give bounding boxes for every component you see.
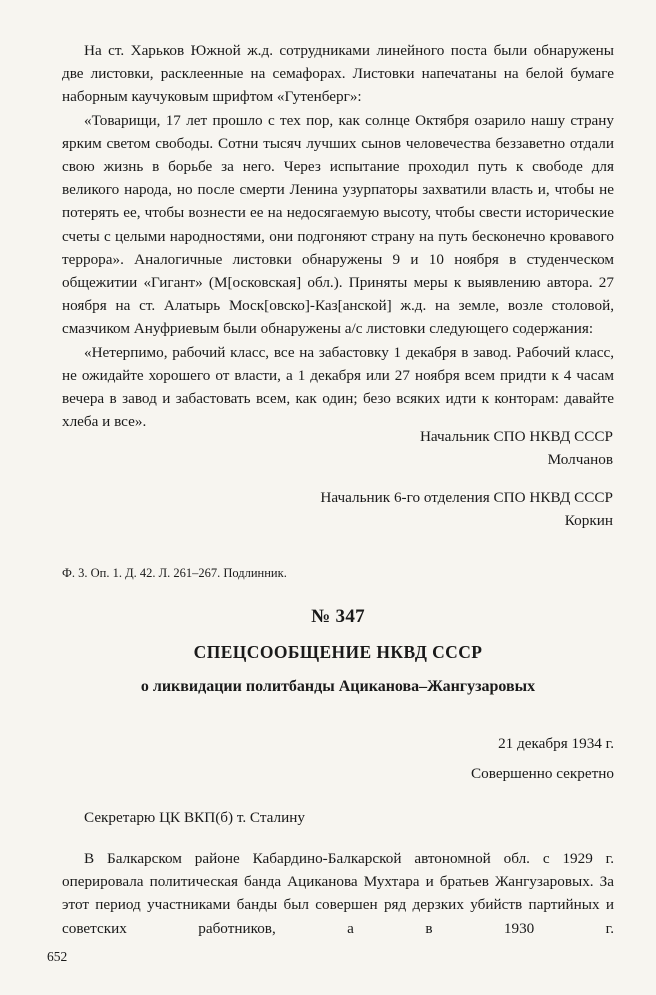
- document-subtitle-block: [62, 678, 614, 696]
- paragraph-strike-leaflet: «Нетерпимо, рабочий класс, все на забастовку 1 декабря в завод. Рабочий класс, не ожидайте хорошего от власти, а 1 декабря или 27 ноября всем придти к 4 часам вечера в завод и забастовать всем, как один; безо всяких идти к конторам: давайте хлеба и все».: [62, 343, 614, 431]
- document-body: [62, 847, 614, 940]
- report-continuation: [62, 39, 614, 433]
- paragraph-leaflets-kharkov: На ст. Харьков Южной ж.д. сотрудниками линейного поста были обнаружены две листовки, расклеенные на семафорах. Листовки напечатаны на белой бумаге наборным каучуковым шрифтом «Гутенберг»:: [62, 42, 614, 106]
- paragraph-leaflet-text: «Товарищи, 17 лет прошло с тех пор, как солнце Октября озарило нашу страну ярким светом свободы. Сотни тысяч лучших сынов человечества беззаветно отдали свою жизнь в борьбе за него. Через испытание проходил путь к свободе для великого народа, но после смерти Ленина узурпаторы захватили власть и, чтобы не потерять ее, чтобы вознести ее на недосягаемую высоту, чтобы свести исторические счеты с целыми народностями, они подгоняют страну на путь бесконечно кровавого террора». Аналогичные листовки обнаружены 9 и 10 ноября в студенческом общежитии «Гигант» (М[осковская] обл.). Приняты меры к выявлению автора. 27 ноября на ст. Алатырь Моск[овско]-Каз[анской] ж.д. на земле, возле столовой, смазчиком Ануфриевым были обнаружены а/с листовки следующего содержания:: [62, 111, 614, 338]
- signature-block-1: [62, 425, 614, 471]
- document-subtitle: о ликвидации политбанды Ациканова–Жангузаровых: [140, 678, 536, 695]
- document-header: [62, 606, 614, 628]
- classification-stamp: Совершенно секретно: [471, 765, 614, 782]
- addressee-block: [62, 806, 614, 829]
- body-paragraph: В Балкарском районе Кабардино-Балкарской автономной обл. с 1929 г. оперировала политическая банда Ациканова Мухтара и братьев Жангузаровых. За этот период участниками банды был совершен ряд дерзких убийств партийных и советских работников, а в 1930 г.: [62, 850, 614, 937]
- document-date: 21 декабря 1934 г.: [498, 735, 614, 752]
- classification-block: [62, 765, 614, 783]
- document-number: № 347: [311, 606, 365, 627]
- signature-name: Молчанов: [547, 451, 613, 468]
- signature-block-2: [62, 486, 614, 532]
- archive-source: [62, 565, 614, 581]
- document-title-block: [62, 642, 614, 663]
- addressee: Секретарю ЦК ВКП(б) т. Сталину: [84, 809, 305, 826]
- page-number: 652: [47, 949, 68, 964]
- document-title: СПЕЦСООБЩЕНИЕ НКВД СССР: [193, 642, 483, 662]
- document-date-block: [62, 735, 614, 753]
- signature-name: Коркин: [564, 512, 613, 529]
- signature-title: Начальник 6-го отделения СПО НКВД СССР: [320, 489, 613, 506]
- source-note: Ф. 3. Оп. 1. Д. 42. Л. 261–267. Подлинник.: [62, 566, 287, 580]
- signature-title: Начальник СПО НКВД СССР: [419, 428, 613, 445]
